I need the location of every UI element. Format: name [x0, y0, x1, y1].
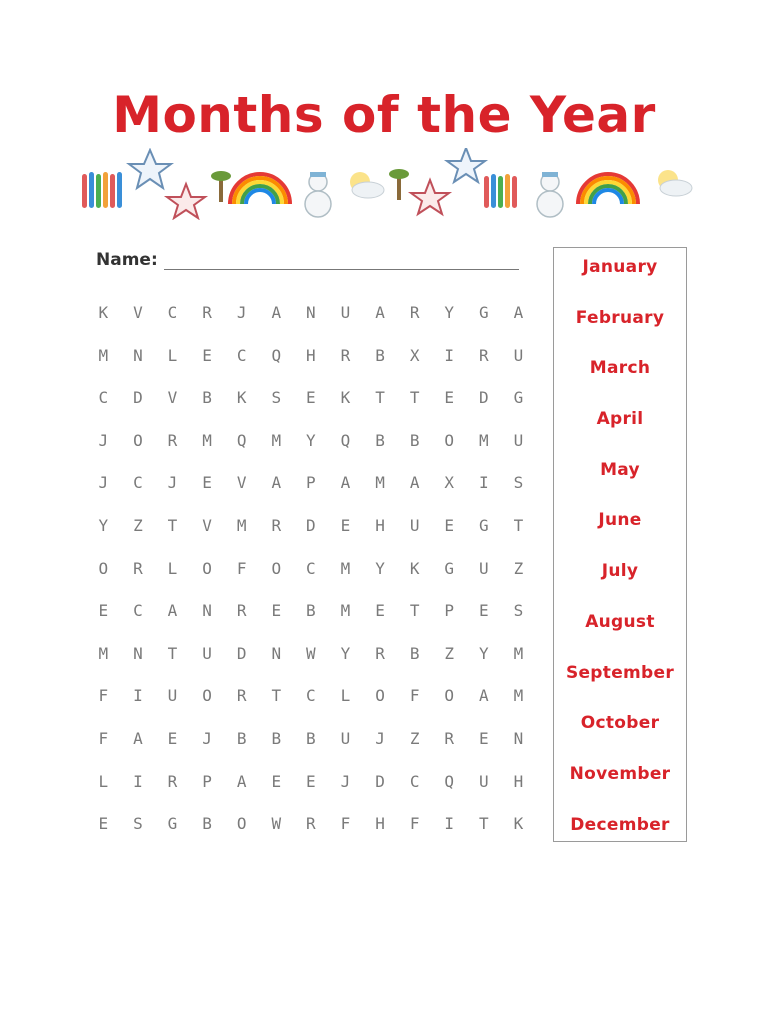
grid-cell[interactable]: R: [133, 558, 143, 578]
grid-cell[interactable]: C: [98, 388, 109, 408]
grid-cell[interactable]: U: [513, 345, 524, 365]
grid-cell[interactable]: J: [167, 473, 178, 493]
grid-cell[interactable]: R: [236, 686, 247, 706]
grid-cell[interactable]: R: [479, 345, 489, 365]
grid-cell[interactable]: U: [167, 686, 178, 706]
grid-cell[interactable]: D: [479, 388, 489, 408]
grid-cell[interactable]: F: [236, 558, 247, 578]
grid-row: [86, 466, 536, 509]
grid-cell[interactable]: K: [236, 388, 247, 408]
grid-cell[interactable]: B: [409, 643, 420, 663]
star-icon: [167, 184, 205, 218]
grid-cell[interactable]: J: [98, 430, 109, 450]
grid-cell[interactable]: R: [236, 601, 247, 621]
sun-cloud-icon: [350, 172, 384, 198]
grid-cell[interactable]: Y: [306, 430, 316, 450]
grid-cell[interactable]: I: [133, 686, 143, 706]
grid-cell[interactable]: D: [236, 643, 247, 663]
sun-cloud-icon: [658, 170, 692, 196]
grid-cell[interactable]: C: [306, 686, 316, 706]
name-line[interactable]: [164, 269, 519, 270]
grid-cell[interactable]: G: [479, 515, 489, 535]
grid-row: [86, 339, 536, 382]
surfboards-icon: [82, 172, 122, 208]
surfboards-icon: [484, 174, 517, 208]
grid-cell[interactable]: O: [133, 430, 143, 450]
name-field: [96, 250, 521, 274]
grid-cell[interactable]: T: [375, 388, 385, 408]
page-title: Months of the Year: [112, 86, 656, 144]
grid-cell[interactable]: R: [271, 515, 282, 535]
grid-cell[interactable]: E: [306, 388, 316, 408]
word-bank-item: December: [570, 814, 670, 835]
letter-grid: [86, 296, 536, 850]
grid-cell[interactable]: T: [167, 643, 178, 663]
grid-cell[interactable]: Q: [236, 430, 247, 450]
grid-cell[interactable]: F: [98, 728, 109, 748]
grid-cell[interactable]: O: [98, 558, 109, 578]
grid-cell[interactable]: E: [98, 601, 109, 621]
grid-cell[interactable]: Z: [513, 558, 524, 578]
grid-cell[interactable]: I: [133, 771, 143, 791]
grid-cell[interactable]: B: [375, 430, 385, 450]
grid-cell[interactable]: R: [202, 303, 212, 322]
grid-cell[interactable]: K: [98, 303, 109, 322]
grid-cell[interactable]: N: [133, 643, 143, 663]
word-bank-item: November: [569, 763, 671, 784]
word-bank-item: January: [582, 257, 658, 277]
grid-cell[interactable]: L: [98, 771, 109, 791]
grid-cell[interactable]: B: [306, 601, 316, 621]
grid-row: [86, 637, 536, 680]
grid-row: [86, 552, 536, 595]
grid-cell[interactable]: E: [444, 515, 455, 535]
grid-cell[interactable]: U: [340, 728, 351, 748]
grid-cell[interactable]: O: [236, 814, 247, 834]
grid-cell[interactable]: S: [513, 473, 524, 493]
grid-cell[interactable]: X: [409, 345, 420, 365]
grid-cell[interactable]: O: [375, 686, 385, 706]
grid-cell[interactable]: V: [133, 303, 143, 322]
decoration-border: [78, 148, 698, 220]
grid-cell[interactable]: I: [479, 473, 489, 493]
grid-cell[interactable]: N: [202, 601, 212, 621]
grid-cell[interactable]: J: [340, 771, 351, 791]
snowman-icon: [537, 172, 563, 217]
grid-cell[interactable]: G: [167, 814, 178, 834]
grid-cell[interactable]: R: [306, 814, 316, 834]
rainbow-icon: [230, 174, 290, 204]
grid-cell[interactable]: B: [271, 728, 282, 748]
star-icon: [411, 180, 449, 214]
grid-cell[interactable]: C: [236, 345, 247, 365]
word-bank-item: March: [589, 358, 651, 379]
grid-cell[interactable]: C: [409, 771, 420, 791]
grid-cell[interactable]: V: [202, 515, 212, 535]
word-bank-item: September: [565, 662, 675, 683]
grid-cell[interactable]: Q: [340, 430, 351, 450]
word-bank: [553, 247, 687, 842]
grid-cell[interactable]: A: [271, 303, 282, 322]
grid-cell[interactable]: R: [340, 345, 351, 365]
grid-cell[interactable]: A: [271, 473, 282, 493]
grid-cell[interactable]: C: [306, 558, 316, 578]
grid-row: [86, 296, 536, 339]
word-bank-item: October: [580, 713, 660, 734]
grid-cell[interactable]: H: [375, 814, 385, 834]
rainbow-icon: [578, 174, 638, 204]
word-bank-item: June: [598, 510, 642, 531]
grid-row: [86, 381, 536, 424]
grid-cell[interactable]: E: [444, 388, 455, 408]
grid-cell[interactable]: F: [409, 686, 420, 706]
grid-cell[interactable]: H: [306, 345, 316, 365]
grid-cell[interactable]: M: [236, 515, 247, 535]
grid-row: [86, 594, 536, 637]
name-label: Name:: [96, 250, 158, 270]
grid-cell[interactable]: O: [444, 430, 455, 450]
grid-cell[interactable]: N: [513, 728, 524, 748]
grid-cell[interactable]: U: [479, 771, 489, 791]
grid-cell[interactable]: G: [479, 303, 489, 322]
grid-cell[interactable]: A: [167, 601, 178, 621]
grid-cell[interactable]: I: [444, 814, 455, 834]
grid-cell[interactable]: O: [202, 558, 212, 578]
grid-cell[interactable]: Y: [340, 643, 351, 663]
grid-cell[interactable]: Q: [444, 771, 455, 791]
grid-cell[interactable]: I: [444, 345, 455, 365]
grid-cell[interactable]: D: [133, 388, 143, 408]
grid-cell[interactable]: D: [306, 515, 316, 535]
grid-row: [86, 424, 536, 467]
palm-tree-icon: [211, 171, 231, 202]
grid-cell[interactable]: U: [202, 643, 212, 663]
palm-tree-icon: [389, 169, 409, 200]
grid-cell[interactable]: N: [306, 303, 316, 322]
grid-cell[interactable]: S: [271, 388, 282, 408]
grid-cell[interactable]: L: [167, 558, 178, 578]
grid-cell[interactable]: H: [513, 771, 524, 791]
grid-cell[interactable]: J: [236, 303, 247, 322]
grid-cell[interactable]: P: [444, 601, 455, 621]
grid-cell[interactable]: Z: [444, 643, 455, 663]
grid-cell[interactable]: A: [375, 303, 385, 322]
grid-cell[interactable]: F: [340, 814, 351, 834]
grid-cell[interactable]: C: [167, 303, 178, 322]
grid-cell[interactable]: P: [202, 771, 212, 791]
grid-row: [86, 722, 536, 765]
grid-cell[interactable]: A: [479, 686, 489, 706]
grid-cell[interactable]: J: [375, 728, 385, 748]
grid-cell[interactable]: U: [409, 515, 420, 535]
grid-cell[interactable]: Y: [375, 558, 385, 578]
grid-cell[interactable]: M: [513, 643, 524, 663]
grid-cell[interactable]: A: [513, 303, 524, 322]
grid-cell[interactable]: R: [167, 430, 178, 450]
grid-cell[interactable]: M: [98, 643, 109, 663]
grid-cell[interactable]: B: [236, 728, 247, 748]
grid-cell[interactable]: J: [98, 473, 109, 493]
grid-cell[interactable]: T: [513, 515, 524, 535]
grid-cell[interactable]: Y: [444, 303, 455, 322]
grid-cell[interactable]: S: [513, 601, 524, 621]
grid-cell[interactable]: H: [375, 515, 385, 535]
grid-cell[interactable]: W: [306, 643, 316, 663]
grid-cell[interactable]: F: [409, 814, 420, 834]
grid-cell[interactable]: R: [444, 728, 455, 748]
grid-cell[interactable]: C: [133, 473, 143, 493]
grid-row: [86, 765, 536, 808]
grid-cell[interactable]: U: [513, 430, 524, 450]
snowman-icon: [305, 172, 331, 217]
word-bank-item: May: [600, 459, 640, 480]
grid-cell[interactable]: M: [513, 686, 524, 706]
grid-cell[interactable]: B: [202, 814, 212, 834]
grid-cell[interactable]: N: [133, 345, 143, 365]
star-icon: [447, 148, 485, 182]
grid-cell[interactable]: M: [340, 558, 351, 578]
word-bank-item: April: [596, 409, 644, 430]
grid-cell[interactable]: B: [375, 345, 385, 365]
grid-cell[interactable]: E: [340, 515, 351, 535]
word-bank-item: February: [575, 307, 665, 328]
grid-cell[interactable]: Y: [479, 643, 489, 663]
grid-cell[interactable]: Q: [271, 345, 282, 365]
star-icon: [129, 150, 171, 188]
grid-cell[interactable]: T: [479, 814, 489, 834]
grid-cell[interactable]: A: [133, 728, 143, 748]
grid-cell[interactable]: E: [479, 601, 489, 621]
grid-cell[interactable]: U: [340, 303, 351, 322]
grid-cell[interactable]: N: [271, 643, 282, 663]
grid-cell[interactable]: M: [479, 430, 489, 450]
grid-cell[interactable]: T: [167, 515, 178, 535]
grid-cell[interactable]: Z: [409, 728, 420, 748]
grid-cell[interactable]: E: [202, 473, 212, 493]
grid-cell[interactable]: Y: [98, 515, 109, 535]
grid-cell[interactable]: E: [167, 728, 178, 748]
grid-cell[interactable]: B: [202, 388, 212, 408]
grid-cell[interactable]: V: [167, 388, 178, 408]
grid-cell[interactable]: D: [375, 771, 385, 791]
grid-cell[interactable]: R: [375, 643, 385, 663]
grid-cell[interactable]: E: [202, 345, 212, 365]
grid-cell[interactable]: A: [340, 473, 351, 493]
grid-cell[interactable]: J: [202, 728, 212, 748]
grid-row: [86, 807, 536, 850]
grid-cell[interactable]: M: [271, 430, 282, 450]
grid-cell[interactable]: E: [479, 728, 489, 748]
grid-cell[interactable]: E: [271, 771, 282, 791]
grid-cell[interactable]: K: [340, 388, 351, 408]
word-bank-item: August: [585, 611, 655, 632]
grid-cell[interactable]: E: [98, 814, 109, 834]
grid-cell[interactable]: O: [444, 686, 455, 706]
grid-row: [86, 509, 536, 552]
grid-row: [86, 679, 536, 722]
grid-cell[interactable]: L: [340, 686, 351, 706]
grid-cell[interactable]: L: [167, 345, 178, 365]
grid-cell[interactable]: M: [340, 601, 351, 621]
grid-cell[interactable]: O: [202, 686, 212, 706]
grid-cell[interactable]: P: [306, 473, 316, 493]
grid-cell[interactable]: R: [167, 771, 178, 791]
grid-cell[interactable]: K: [409, 558, 420, 578]
grid-cell[interactable]: Z: [133, 515, 143, 535]
grid-cell[interactable]: S: [133, 814, 143, 834]
grid-cell[interactable]: E: [375, 601, 385, 621]
grid-cell[interactable]: A: [236, 771, 247, 791]
grid-cell[interactable]: A: [409, 473, 420, 493]
grid-cell[interactable]: B: [306, 728, 316, 748]
grid-cell[interactable]: C: [133, 601, 143, 621]
grid-cell[interactable]: X: [444, 473, 455, 493]
grid-cell[interactable]: T: [409, 388, 420, 408]
grid-cell[interactable]: G: [444, 558, 455, 578]
grid-cell[interactable]: V: [236, 473, 247, 493]
word-bank-item: July: [601, 561, 639, 582]
grid-cell[interactable]: G: [513, 388, 524, 408]
grid-cell[interactable]: M: [202, 430, 212, 450]
grid-cell[interactable]: M: [375, 473, 385, 493]
grid-cell[interactable]: F: [98, 686, 109, 706]
grid-cell[interactable]: E: [271, 601, 282, 621]
grid-cell[interactable]: W: [271, 814, 282, 834]
grid-cell[interactable]: O: [271, 558, 282, 578]
grid-cell[interactable]: B: [409, 430, 420, 450]
grid-cell[interactable]: T: [271, 686, 282, 706]
grid-cell[interactable]: K: [513, 814, 524, 834]
grid-cell[interactable]: M: [98, 345, 109, 365]
grid-cell[interactable]: E: [306, 771, 316, 791]
grid-cell[interactable]: U: [479, 558, 489, 578]
grid-cell[interactable]: R: [409, 303, 420, 322]
grid-cell[interactable]: T: [409, 601, 420, 621]
